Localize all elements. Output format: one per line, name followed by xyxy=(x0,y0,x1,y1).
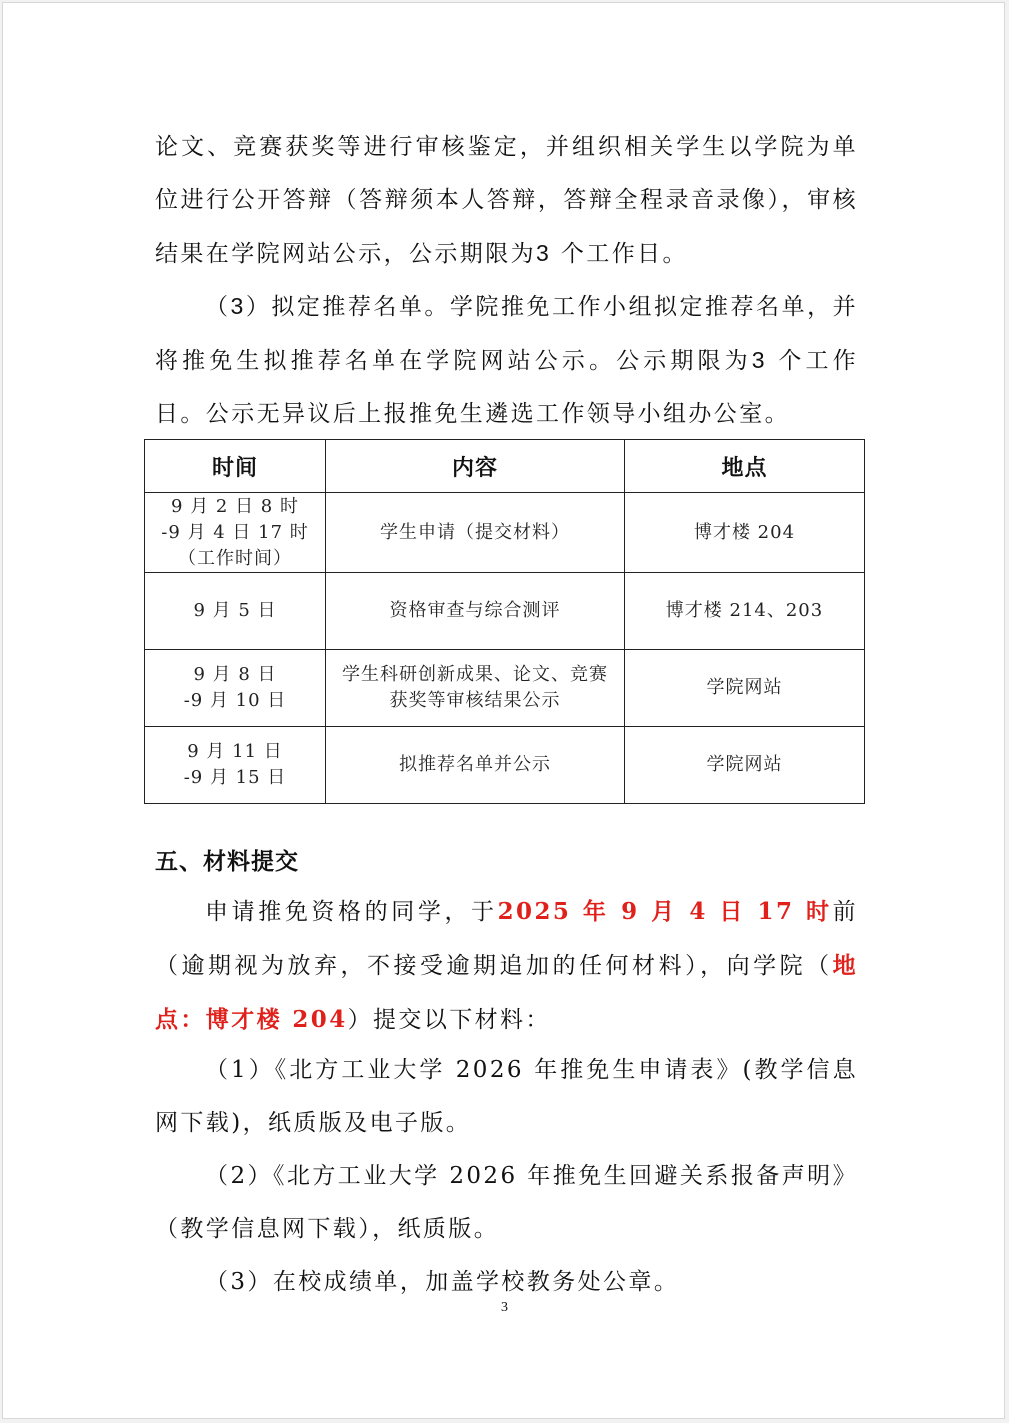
schedule-table xyxy=(144,439,865,804)
paren-open: （ xyxy=(205,294,231,320)
paragraph-text-end: 个工作日。 xyxy=(560,241,688,267)
list-item-application-form: （1）《北方工业大学 2026 年推免生申请表》(教学信息网下载)，纸质版及电子版。 xyxy=(155,1057,858,1136)
paragraph-text-end: ）提交以下材料： xyxy=(347,1007,551,1033)
cell-place: 博才楼 204 xyxy=(625,493,865,573)
time-line: 9 月 2 日 8 时 xyxy=(171,495,299,517)
paragraph-number: 3 xyxy=(536,240,552,266)
header-content: 内容 xyxy=(326,440,625,493)
time-line: 9 月 5 日 xyxy=(193,600,277,621)
cell-place: 学院网站 xyxy=(625,727,865,804)
paragraph-review-process xyxy=(155,121,858,281)
cell-time xyxy=(145,493,326,573)
time-line: -9 月 10 日 xyxy=(183,690,287,711)
cell-content xyxy=(326,727,625,804)
cell-content xyxy=(326,573,625,650)
cell-place: 博才楼 214、203 xyxy=(625,573,865,650)
table-row xyxy=(145,573,865,650)
cell-place: 学院网站 xyxy=(625,650,865,727)
time-line: 9 月 11 日 xyxy=(187,741,283,762)
header-place: 地点 xyxy=(625,440,865,493)
content-line: 资格审查与综合测评 xyxy=(389,600,561,621)
paragraph-text: 论文、竞赛获奖等进行审核鉴定，并组织相关学生以学院为单位进行公开答辩（答辩须本人答辩，答辩全程录音录像），审核结果在学院网站公示，公示期限为 xyxy=(155,134,858,267)
cell-time xyxy=(145,573,326,650)
paragraph-text-end: 个工作日。公示无异议后上报推免生遴选工作领导小组办公室。 xyxy=(155,348,858,427)
paragraph-submission-intro xyxy=(155,885,858,1047)
table-row xyxy=(145,650,865,727)
paragraph-text: 前（逾期视为放弃，不接受逾期追加的任何材料），向学院（ xyxy=(155,899,858,979)
table-header-row xyxy=(145,440,865,493)
cell-time xyxy=(145,727,326,804)
page-number: 3 xyxy=(501,1300,508,1315)
deadline-highlight: 2025 年 9 月 4 日 17 时 xyxy=(497,898,833,925)
list-item-transcript: （3）在校成绩单，加盖学校教务处公章。 xyxy=(205,1269,680,1295)
content-line: 获奖等审核结果公示 xyxy=(389,690,561,711)
table-row xyxy=(145,493,865,573)
cell-content xyxy=(326,493,625,573)
paragraph-number: 3 xyxy=(230,293,246,319)
header-time: 时间 xyxy=(145,440,326,493)
time-line: （工作时间） xyxy=(178,547,292,569)
content-line: 学生科研创新成果、论文、竞赛 xyxy=(342,664,608,685)
content-line: 拟推荐名单并公示 xyxy=(399,754,551,775)
time-line: -9 月 4 日 17 时 xyxy=(161,521,309,543)
table-row xyxy=(145,727,865,804)
cell-content xyxy=(326,650,625,727)
location-highlight: 地点：博才楼 204 xyxy=(155,952,858,1033)
paragraph-recommendation-list xyxy=(155,280,858,441)
section-heading: 五、材料提交 xyxy=(155,849,299,875)
paragraph-number: 3 xyxy=(751,347,767,373)
paragraph-text: ）拟定推荐名单。学院推免工作小组拟定推荐名单，并将推免生拟推荐名单在学院网站公示。公示期限为 xyxy=(155,294,858,374)
time-line: -9 月 15 日 xyxy=(183,767,287,788)
content-line: 学生申请（提交材料） xyxy=(380,521,570,543)
list-item-avoidance-declaration: （2）《北方工业大学 2026 年推免生回避关系报备声明》（教学信息网下载），纸质版。 xyxy=(155,1163,858,1242)
time-line: 9 月 8 日 xyxy=(193,664,277,685)
paragraph-text: 申请推免资格的同学，于 xyxy=(205,899,498,925)
cell-time xyxy=(145,650,326,727)
